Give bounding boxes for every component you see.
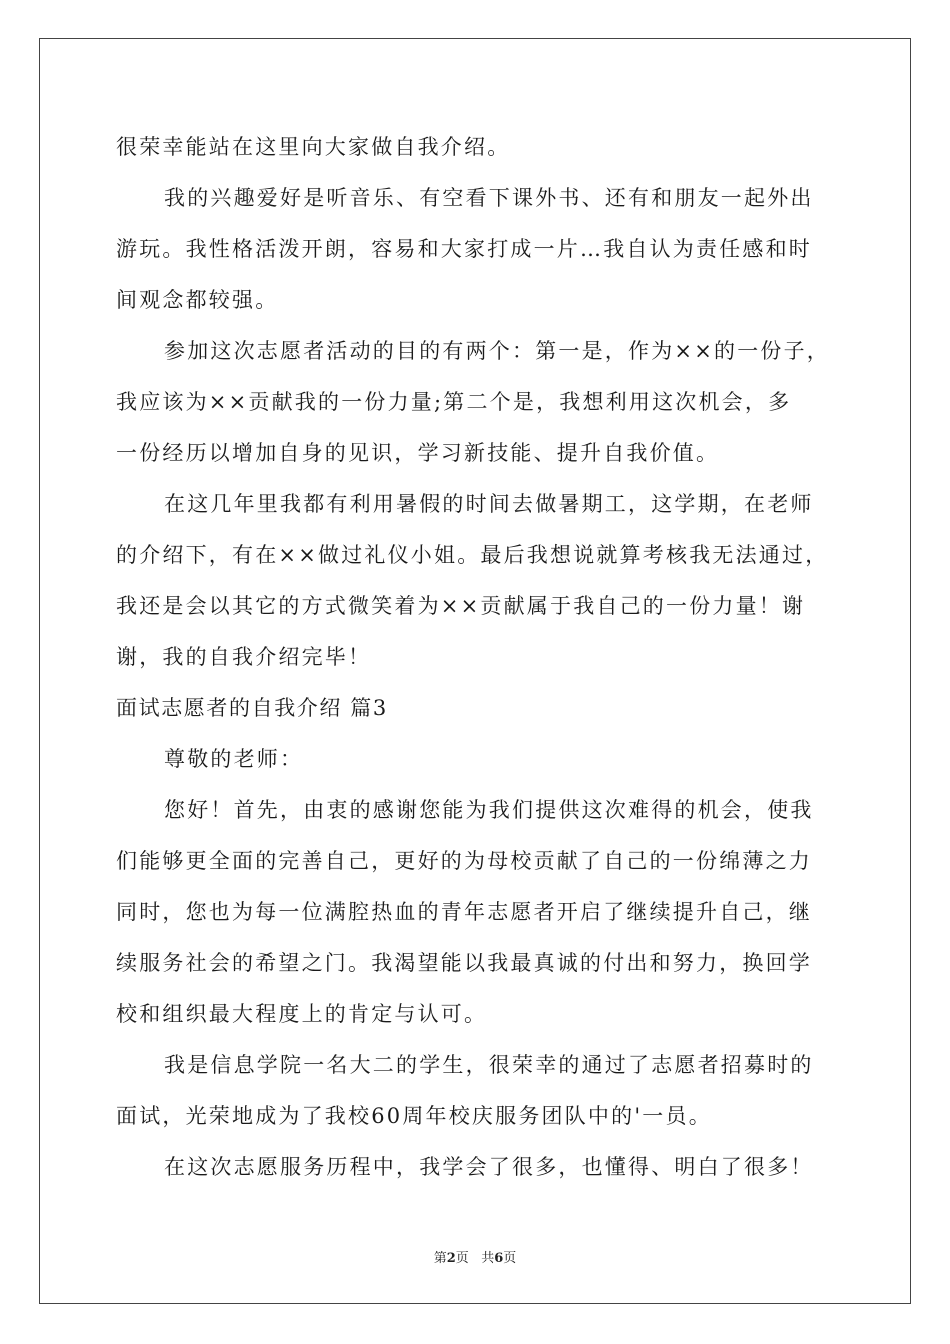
paragraph-line: 同时，您也为每一位满腔热血的青年志愿者开启了继续提升自己，继	[116, 900, 812, 924]
paragraph-line: 间观念都较强。	[116, 288, 279, 312]
paragraph-line: 我还是会以其它的方式微笑着为××贡献属于我自己的一份力量！谢	[116, 594, 806, 618]
footer-page-mid: 页 共	[455, 1251, 495, 1266]
footer-page-total: 6	[494, 1251, 504, 1266]
paragraph-line: 的介绍下，有在××做过礼仪小姐。最后我想说就算考核我无法通过，	[116, 543, 829, 567]
footer-page-current: 2	[446, 1251, 456, 1266]
paragraph-line: 我是信息学院一名大二的学生，很荣幸的通过了志愿者招募时的	[164, 1053, 814, 1077]
paragraph-line: 您好！首先，由衷的感谢您能为我们提供这次难得的机会，使我	[164, 798, 814, 822]
paragraph-line: 们能够更全面的完善自己，更好的为母校贡献了自己的一份绵薄之力	[116, 849, 812, 873]
paragraph-line: 谢，我的自我介绍完毕！	[116, 645, 372, 669]
footer-page-suffix: 页	[503, 1251, 517, 1266]
paragraph-line: 校和组织最大程度上的肯定与认可。	[116, 1002, 488, 1026]
paragraph-line: 在这次志愿服务历程中，我学会了很多，也懂得、明白了很多！	[164, 1155, 814, 1179]
paragraph-line: 很荣幸能站在这里向大家做自我介绍。	[116, 135, 511, 159]
salutation: 尊敬的老师：	[164, 747, 304, 771]
paragraph-line: 在这几年里我都有利用暑假的时间去做暑期工，这学期，在老师	[164, 492, 814, 516]
section-heading: 面试志愿者的自我介绍 篇3	[116, 696, 388, 720]
page-footer	[0, 1247, 950, 1266]
paragraph-line: 一份经历以增加自身的见识，学习新技能、提升自我价值。	[116, 441, 720, 465]
paragraph-line: 游玩。我性格活泼开朗，容易和大家打成一片…我自认为责任感和时	[116, 237, 812, 261]
paragraph-line: 参加这次志愿者活动的目的有两个：第一是，作为××的一份子，	[164, 339, 830, 363]
paragraph-line: 我应该为××贡献我的一份力量;第二个是，我想利用这次机会，多	[116, 390, 792, 414]
paragraph-line: 续服务社会的希望之门。我渴望能以我最真诚的付出和努力，换回学	[116, 951, 812, 975]
footer-page-prefix: 第	[433, 1251, 447, 1266]
paragraph-line: 面试，光荣地成为了我校60周年校庆服务团队中的'一员。	[116, 1104, 712, 1128]
paragraph-line: 我的兴趣爱好是听音乐、有空看下课外书、还有和朋友一起外出	[164, 186, 814, 210]
document-body	[116, 128, 836, 1199]
